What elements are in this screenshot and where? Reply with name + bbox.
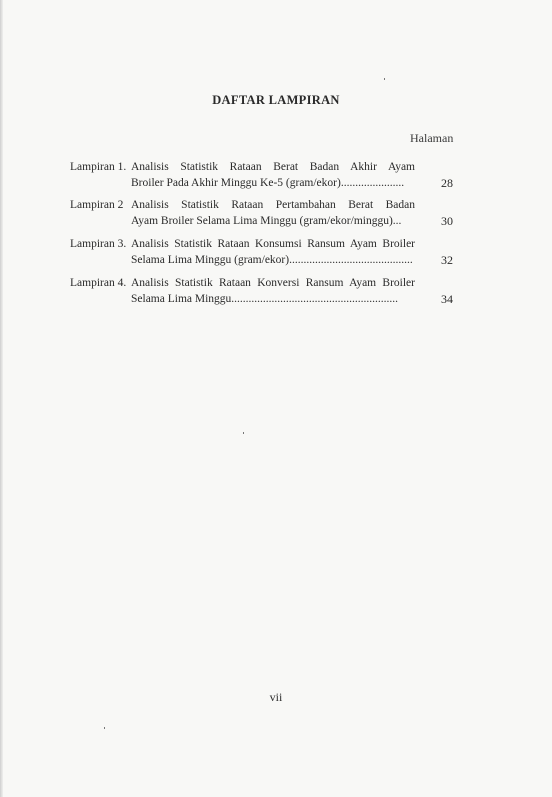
appendix-label: Lampiran 1.	[70, 161, 127, 173]
appendix-title: Analisis Statistik Rataan Konsumsi Ransum Ayam Broiler Selama Lima Minggu (gram/ekor)...........................................	[131, 238, 415, 266]
appendix-page-number: 30	[441, 213, 453, 228]
page-title: DAFTAR LAMPIRAN	[212, 93, 340, 107]
appendix-page-number: 28	[441, 175, 453, 190]
appendix-title: Analisis Statistik Rataan Konversi Ransum Ayam Broiler Selama Lima Minggu..........................................................	[131, 277, 415, 305]
page-number-footer: vii	[269, 690, 283, 704]
appendix-title: Analisis Statistik Rataan Pertambahan Berat Badan Ayam Broiler Selama Lima Minggu (gram/ekor/minggu)...	[131, 199, 415, 227]
appendix-label: Lampiran 2	[70, 199, 124, 211]
appendix-label: Lampiran 4.	[70, 277, 127, 289]
column-header-page: Halaman	[410, 131, 454, 145]
scan-speck	[104, 727, 105, 729]
appendix-label: Lampiran 3.	[70, 238, 127, 250]
scan-speck	[384, 78, 385, 80]
scan-speck	[243, 432, 244, 434]
scan-edge	[0, 0, 3, 797]
appendix-page-number: 34	[441, 291, 453, 306]
appendix-page-number: 32	[441, 252, 453, 267]
appendix-title: Analisis Statistik Rataan Berat Badan Akhir Ayam Broiler Pada Akhir Minggu Ke-5 (gram/ekor)......................	[131, 161, 415, 189]
